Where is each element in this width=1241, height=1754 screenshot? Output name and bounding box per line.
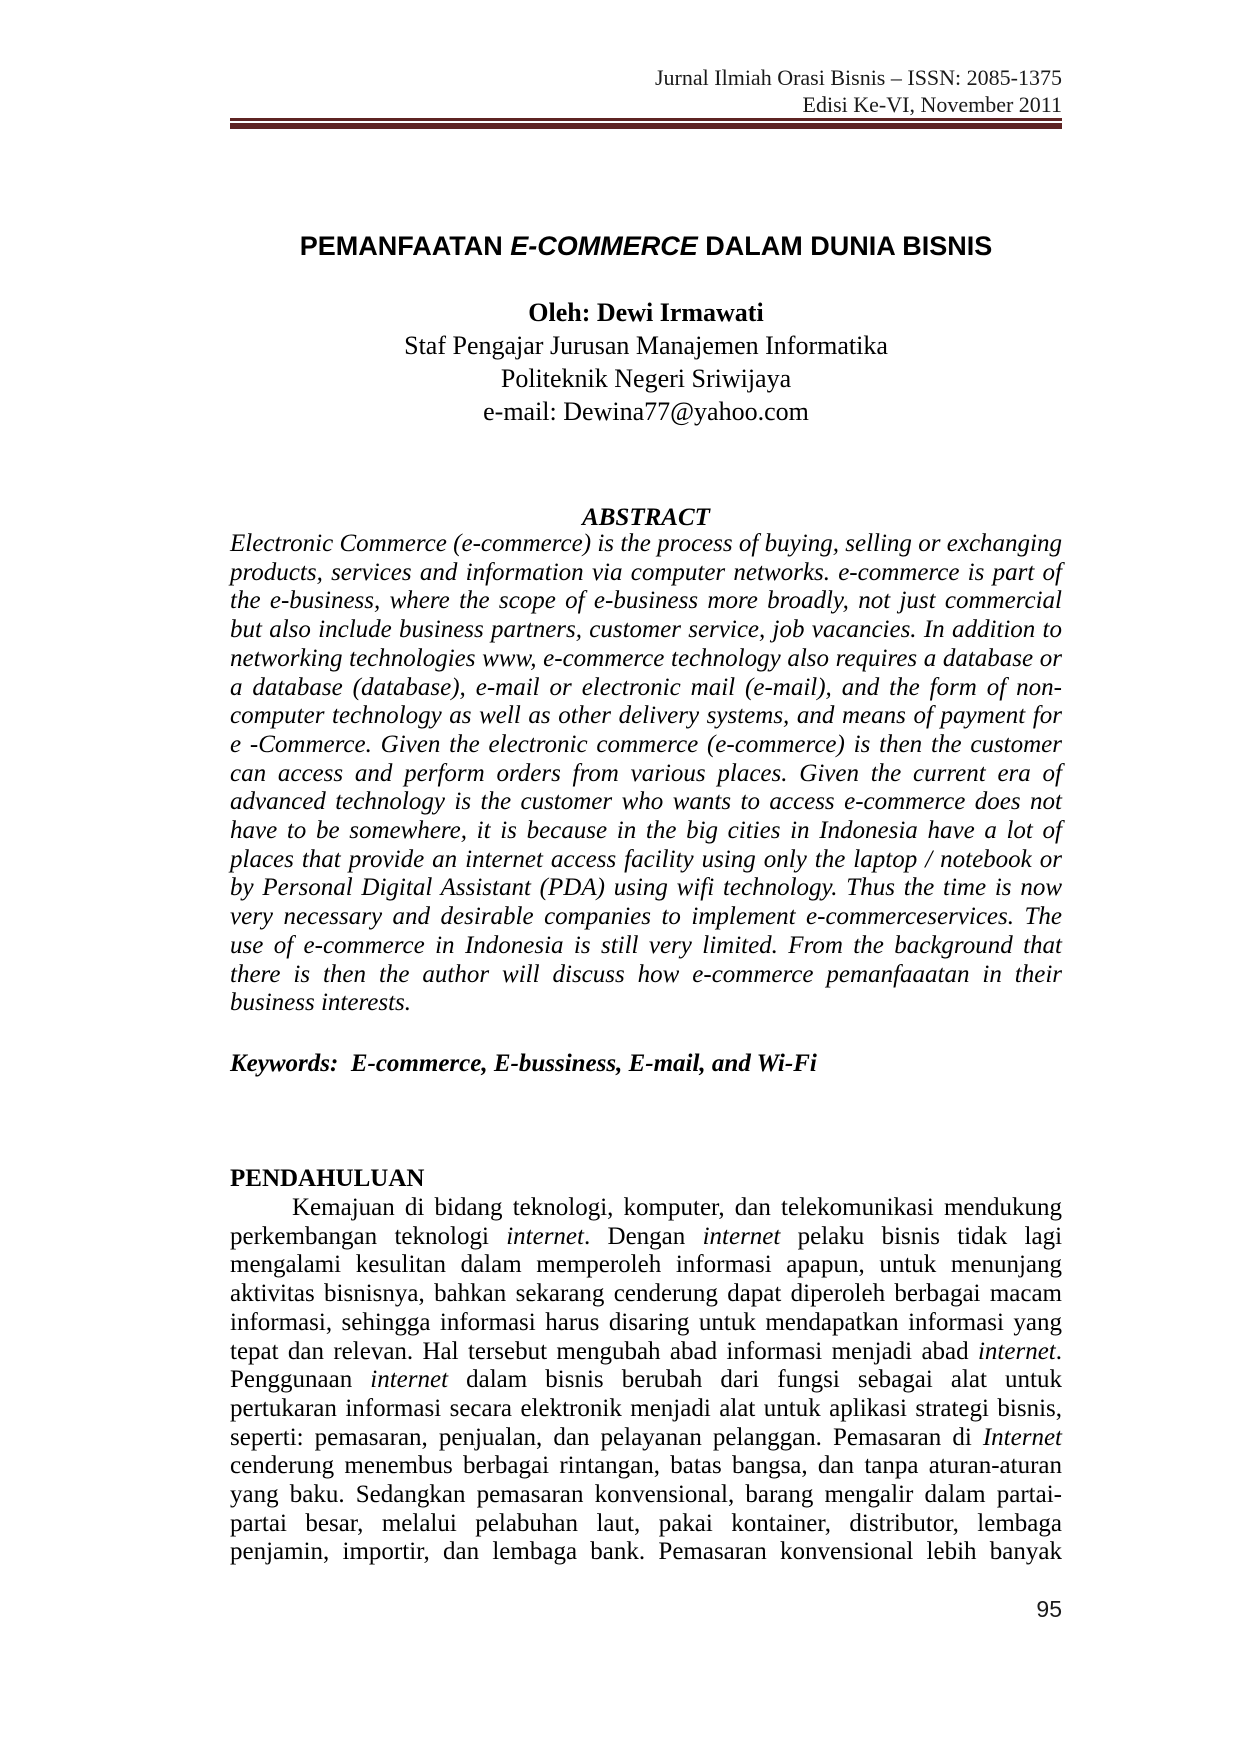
affiliation-line-2: Politeknik Negeri Sriwijaya [500,364,792,393]
journal-name-issn: Jurnal Ilmiah Orasi Bisnis – ISSN: 2085-1375 [655,65,1062,90]
page-content [230,0,1062,1754]
affiliation-line-1: Staf Pengajar Jurusan Manajemen Informatika [404,331,888,360]
author-line: Oleh: Dewi Irmawati [528,298,764,327]
article-title: PEMANFAATAN E-COMMERCE DALAM DUNIA BISNIS [299,231,993,261]
email-line: e-mail: Dewina77@yahoo.com [483,397,809,426]
edition-date: Edisi Ke-VI, November 2011 [802,92,1062,117]
abstract-body: Electronic Commerce (e-commerce) is the process of buying, selling or exchanging products, services and information via computer networks. e-commerce is part of the e-business, where the scope of e-business more broadly, not just commercial but also include business partners, customer service, job vacancies. In addition to networking technologies www, e-commerce technology also requires a database or a database (database), e-mail or electronic mail (e-mail), and the form of non-computer technology as well as other delivery systems, and means of payment for e -Commerce. Given the electronic commerce (e-commerce) is then the customer can access and perform orders from various places. Given the current era of advanced technology is the customer who wants to access e-commerce does not have to be somewhere, it is because in the big cities in Indonesia have a lot of places that provide an internet access facility using only the laptop / notebook or by Personal Digital Assistant (PDA) using wifi technology. Thus the time is now very necessary and desirable companies to implement e-commerceservices. The use of e-commerce in Indonesia is still very limited. From the background that there is then the author will discuss how e-commerce pemanfaaatan in their business interests. [230,530,1062,1017]
keywords-line: Keywords: E-commerce, E-bussiness, E-mail, and Wi-Fi [230,1050,817,1077]
header-rule [230,118,1062,129]
header-rule-thick-line [230,123,1062,129]
page-number: 95 [1036,1596,1062,1622]
page-header [230,64,1062,118]
intro-paragraph: Kemajuan di bidang teknologi, komputer, dan telekomunikasi mendukung perkembangan teknologi internet. Dengan internet pelaku bisnis tidak lagi mengalami kesulitan dalam memperoleh informasi apapun, untuk menunjang aktivitas bisnisnya, bahkan sekarang cenderung dapat diperoleh berbagai macam informasi, sehingga informasi harus disaring untuk mendapatkan informasi yang tepat dan relevan. Hal tersebut mengubah abad informasi menjadi abad internet. Penggunaan internet dalam bisnis berubah dari fungsi sebagai alat untuk pertukaran informasi secara elektronik menjadi alat untuk aplikasi strategi bisnis, seperti: pemasaran, penjualan, dan pelayanan pelanggan. Pemasaran di Internet cenderung menembus berbagai rintangan, batas bangsa, dan tanpa aturan-aturan yang baku. Sedangkan pemasaran konvensional, barang mengalir dalam partai-partai besar, melalui pelabuhan laut, pakai kontainer, distributor, lembaga penjamin, importir, dan lembaga bank. Pemasaran konvensional lebih banyak [230,1194,1063,1566]
abstract-heading: ABSTRACT [582,504,710,531]
section-heading-pendahuluan: PENDAHULUAN [230,1165,425,1192]
byline-block [230,296,1062,428]
